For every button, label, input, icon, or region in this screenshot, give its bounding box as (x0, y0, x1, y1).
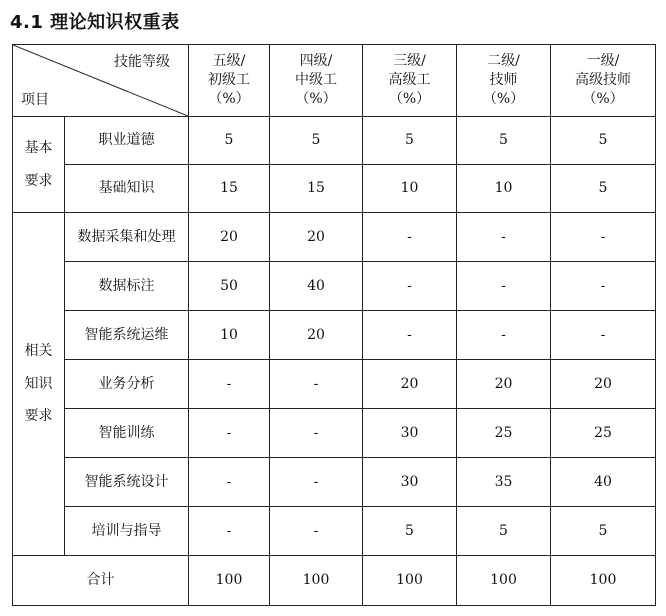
total-value-cell: 100 (270, 556, 363, 606)
category-label-line: 要求 (24, 408, 53, 425)
level-header-name: 一级/ (586, 53, 620, 70)
total-label-cell: 合计 (13, 556, 189, 606)
table-row (13, 360, 656, 409)
section-title: 4.1 理论知识权重表 (10, 12, 180, 33)
weight-value-cell: 5 (189, 117, 270, 165)
total-value-cell: 100 (189, 556, 270, 606)
weight-value-cell: 25 (457, 409, 551, 458)
category-label-line: 要求 (24, 172, 53, 189)
item-name-cell: 业务分析 (65, 360, 189, 409)
weight-value-cell: 5 (363, 507, 457, 556)
weight-value-cell: 5 (457, 507, 551, 556)
item-label: 项目 (21, 92, 49, 109)
weight-value-cell: 10 (363, 165, 457, 213)
weight-value-cell: 5 (551, 507, 656, 556)
weight-value-cell: 35 (457, 458, 551, 507)
level-header-1 (189, 45, 270, 117)
level-header-5 (551, 45, 656, 117)
weight-value-cell: 10 (457, 165, 551, 213)
level-header-name: 二级/ (487, 53, 520, 70)
level-header-name: 四级/ (299, 53, 333, 70)
theory-knowledge-weight-table (12, 44, 656, 606)
weight-value-cell: 5 (551, 165, 656, 213)
weight-value-cell: 5 (363, 117, 457, 165)
level-header-name: 五级/ (212, 53, 246, 70)
level-header-3 (363, 45, 457, 117)
weight-value-cell: 20 (270, 213, 363, 262)
table-row (13, 117, 656, 165)
weight-value-cell: - (363, 213, 457, 262)
level-header-unit: （%） (582, 90, 624, 107)
weight-value-cell: 5 (270, 117, 363, 165)
weight-value-cell: - (551, 262, 656, 311)
level-header-4 (457, 45, 551, 117)
weight-value-cell: 25 (551, 409, 656, 458)
weight-value-cell: - (551, 213, 656, 262)
category-label-line: 基本 (24, 139, 53, 156)
header-row (13, 45, 656, 117)
table-row (13, 458, 656, 507)
category-label-line: 相关 (24, 342, 53, 359)
weight-value-cell: - (270, 409, 363, 458)
weight-value-cell: - (270, 360, 363, 409)
table-row (13, 311, 656, 360)
category-cell (13, 213, 65, 556)
weight-value-cell: 20 (551, 360, 656, 409)
item-name-cell: 智能训练 (65, 409, 189, 458)
weight-value-cell: - (189, 507, 270, 556)
item-name-cell: 智能系统设计 (65, 458, 189, 507)
total-row (13, 556, 656, 606)
skill-level-label: 技能等级 (114, 54, 170, 70)
table-row (13, 165, 656, 213)
level-header-title: 初级工 (208, 72, 250, 89)
weight-value-cell: - (363, 311, 457, 360)
weight-value-cell: 20 (457, 360, 551, 409)
level-header-2 (270, 45, 363, 117)
weight-value-cell: - (551, 311, 656, 360)
category-label-line: 知识 (24, 375, 53, 392)
table-row (13, 262, 656, 311)
weight-value-cell: 30 (363, 409, 457, 458)
weight-value-cell: - (189, 360, 270, 409)
table-row (13, 507, 656, 556)
table-row (13, 409, 656, 458)
weight-value-cell: 10 (189, 311, 270, 360)
weight-value-cell: - (189, 458, 270, 507)
weight-value-cell: 20 (189, 213, 270, 262)
weight-value-cell: - (270, 507, 363, 556)
level-header-unit: （%） (208, 90, 250, 107)
total-value-cell: 100 (363, 556, 457, 606)
weight-value-cell: 5 (457, 117, 551, 165)
item-name-cell: 基础知识 (65, 165, 189, 213)
category-cell (13, 117, 65, 213)
weight-value-cell: 50 (189, 262, 270, 311)
weight-value-cell: 40 (551, 458, 656, 507)
item-name-cell: 数据采集和处理 (65, 213, 189, 262)
weight-value-cell: - (457, 262, 551, 311)
level-header-name: 三级/ (393, 53, 426, 70)
weight-value-cell: 30 (363, 458, 457, 507)
item-name-cell: 职业道德 (65, 117, 189, 165)
item-name-cell: 培训与指导 (65, 507, 189, 556)
weight-value-cell: 20 (270, 311, 363, 360)
weight-value-cell: 15 (270, 165, 363, 213)
level-header-unit: （%） (388, 90, 431, 107)
total-value-cell: 100 (457, 556, 551, 606)
weight-value-cell: 40 (270, 262, 363, 311)
weight-value-cell: - (270, 458, 363, 507)
weight-value-cell: - (457, 213, 551, 262)
level-header-title: 高级技师 (575, 72, 631, 89)
weight-value-cell: 15 (189, 165, 270, 213)
level-header-unit: （%） (295, 90, 337, 107)
item-name-cell: 智能系统运维 (65, 311, 189, 360)
weight-value-cell: - (457, 311, 551, 360)
weight-value-cell: 20 (363, 360, 457, 409)
weight-value-cell: - (189, 409, 270, 458)
table-row (13, 213, 656, 262)
item-name-cell: 数据标注 (65, 262, 189, 311)
level-header-title: 高级工 (388, 72, 431, 89)
header-corner-cell (13, 45, 189, 117)
level-header-title: 技师 (489, 72, 518, 89)
weight-value-cell: - (363, 262, 457, 311)
level-header-title: 中级工 (295, 72, 337, 89)
level-header-unit: （%） (482, 90, 525, 107)
weight-value-cell: 5 (551, 117, 656, 165)
total-value-cell: 100 (551, 556, 656, 606)
